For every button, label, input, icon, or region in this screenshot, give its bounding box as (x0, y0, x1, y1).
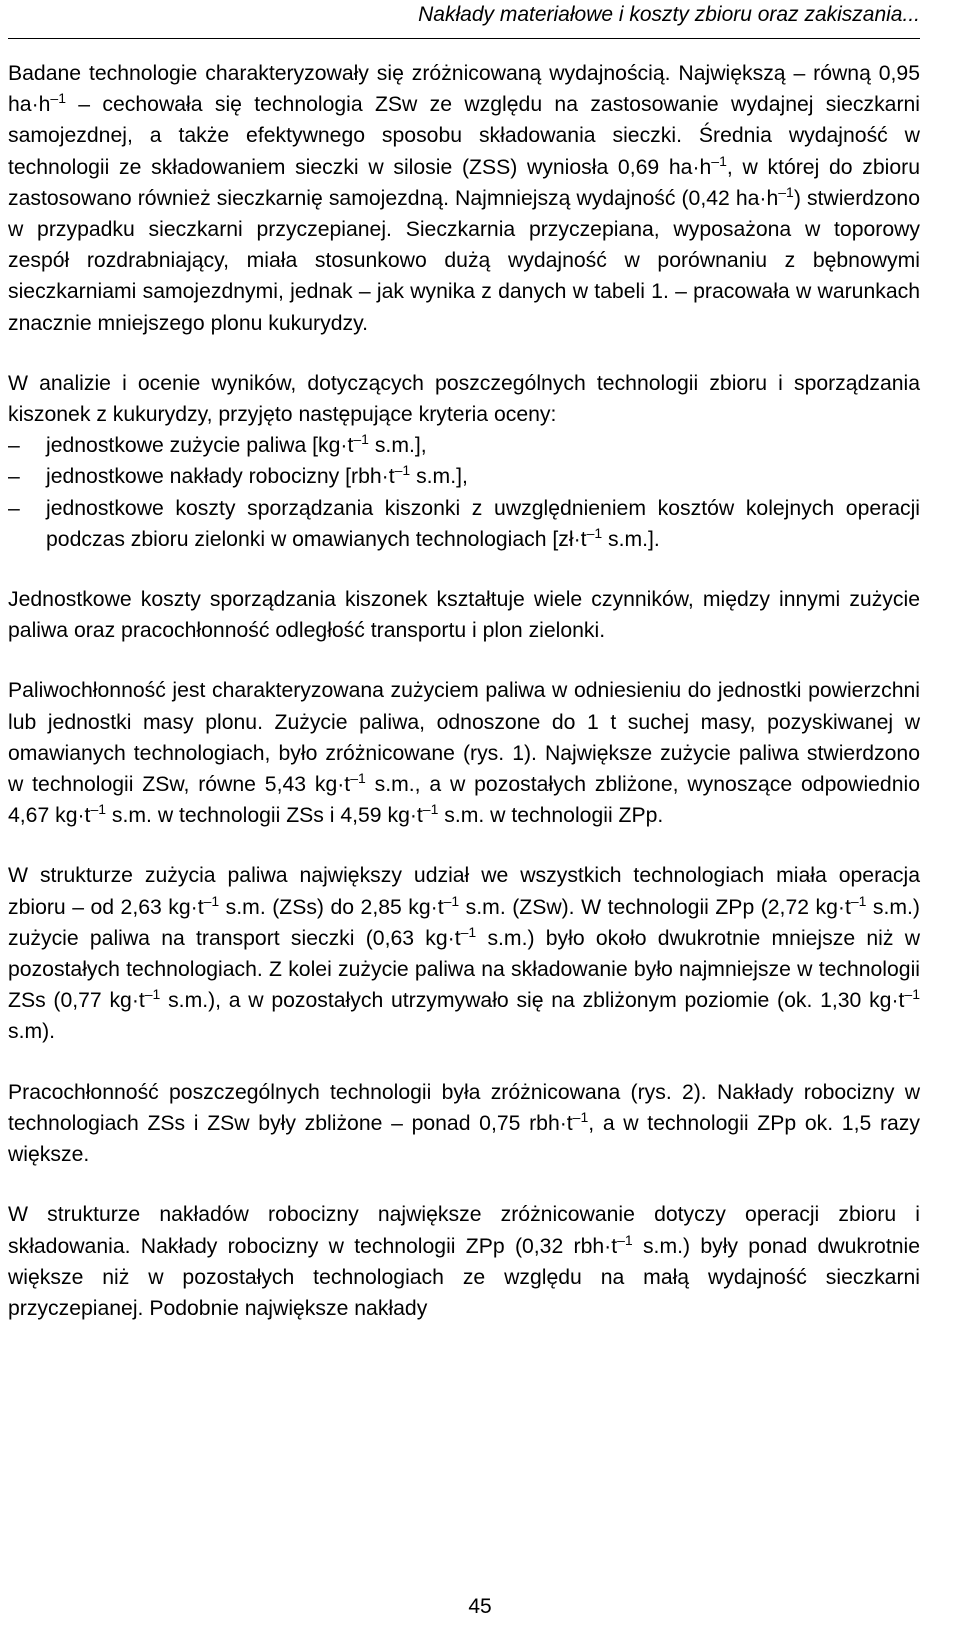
page-number: 45 (468, 1595, 492, 1618)
superscript-exponent: –1 (50, 90, 66, 107)
text-run: jednostkowe koszty sporządzania kiszonki z uwzględnieniem kosztów kolejnych operacji podczas zbioru zielonki w omawianych technologiach [zł·t (46, 496, 920, 551)
paragraph-fuel-structure (8, 860, 920, 1047)
text-run: s.m.]. (602, 527, 660, 551)
superscript-exponent: –1 (350, 770, 366, 787)
superscript-exponent: –1 (850, 892, 867, 909)
paragraph-labour-intensity (8, 1077, 920, 1171)
superscript-exponent: –1 (572, 1108, 589, 1125)
superscript-exponent: –1 (394, 462, 411, 479)
text-run: Jednostkowe koszty sporządzania kiszonek kształtuje wiele czynników, między innymi zużycie paliwa oraz pracochłonność odległość transportu i plon zielonki. (8, 588, 920, 643)
paragraph-unit-costs (8, 584, 920, 646)
text-run: s.m. w technologii ZSs i 4,59 kg·t (106, 804, 423, 828)
superscript-exponent: –1 (460, 923, 477, 940)
text-run: W strukturze zużycia paliwa największy udział we wszystkich technologiach miała operacja zbioru – od 2,63 kg·t (8, 864, 920, 919)
running-header (8, 0, 920, 39)
text-run: jednostkowe nakłady robocizny [rbh·t (46, 465, 395, 489)
text-run: W strukturze nakładów robocizny największe zróżnicowanie dotyczy operacji zbioru i składowania. Nakłady robocizny w technologii ZPp (0,32 rbh·t (8, 1203, 920, 1258)
paragraph-criteria-intro (8, 368, 920, 430)
list-item (8, 493, 920, 555)
criteria-list (8, 430, 920, 555)
article-body (8, 58, 920, 1353)
list-item (8, 461, 920, 492)
paragraph-productivity (8, 58, 920, 339)
superscript-exponent: –1 (617, 1231, 633, 1248)
text-run: Pracochłonność poszczególnych technologii była zróżnicowana (rys. 2). Nakłady robocizny w technologiach ZSs i ZSw były zbliżone – ponad 0,75 rbh·t (8, 1080, 920, 1135)
text-run: Badane technologie charakteryzowały się zróżnicowaną wydajnością. Największą – równą 0,95 ha·h (8, 62, 920, 117)
superscript-exponent: –1 (443, 892, 460, 909)
text-run: s.m.], (410, 465, 468, 489)
text-run: s.m., a w pozostałych zbliżone, wynoszące odpowiednio 4,67 kg·t (8, 773, 920, 828)
text-run: s.m.) zużycie paliwa na transport sieczki (0,63 kg·t (8, 895, 920, 950)
superscript-exponent: –1 (904, 986, 920, 1003)
text-run: , a w technologii ZPp ok. 1,5 razy większe. (8, 1111, 920, 1167)
paragraph-fuel-consumption (8, 675, 920, 831)
text-run: s.m. (ZSw). W technologii ZPp (2,72 kg·t (459, 895, 851, 919)
text-run: s.m. (ZSs) do 2,85 kg·t (219, 895, 444, 919)
text-run: – cechowała się technologia ZSw ze względu na zastosowanie wydajnej sieczkarni samojezdnej, a także efektywnego sposobu składowania sieczki. Średnia wydajność w technologii ze składowaniem sieczki w silosie (ZSS) wyniosła 0,69 ha·h (8, 93, 920, 179)
text-run: s.m.), a w pozostałych utrzymywało się na zbliżonym poziomie (ok. 1,30 kg·t (160, 989, 905, 1013)
running-title: Nakłady materiałowe i koszty zbioru oraz zakiszania... (418, 3, 920, 26)
superscript-exponent: –1 (711, 152, 727, 169)
text-run: jednostkowe zużycie paliwa [kg·t (46, 434, 354, 458)
text-run: s.m.], (368, 434, 427, 458)
superscript-exponent: –1 (353, 431, 369, 448)
superscript-exponent: –1 (144, 986, 161, 1003)
list-item (8, 430, 920, 461)
superscript-exponent: –1 (422, 801, 439, 818)
superscript-exponent: –1 (586, 524, 603, 541)
text-run: s.m). (8, 1020, 56, 1044)
superscript-exponent: –1 (90, 801, 107, 818)
text-run: s.m.) było około dwukrotnie mniejsze niż w pozostałych technologiach. Z kolei zużycie paliwa na składowanie było najmniejsze w technologii ZSs (0,77 kg·t (8, 926, 920, 1013)
text-run: ) stwierdzono w przypadku sieczkarni przyczepianej. Sieczkarnia przyczepiana, wyposażona w toporowy zespół rozdrabniający, miała stosunkowo dużą wydajność w porównaniu z bębnowymi sieczkarniami samojezdnymi, jednak – jak wynika z danych w tabeli 1. – pracowała w warunkach znacznie mniejszego plonu kukurydzy. (8, 186, 921, 335)
text-run: s.m.) były ponad dwukrotnie większe niż w pozostałych technologiach ze względu na małą wydajność sieczkarni przyczepianej. Podobnie największe nakłady (8, 1234, 920, 1320)
text-run: s.m. w technologii ZPp. (438, 804, 664, 828)
superscript-exponent: –1 (778, 183, 794, 200)
text-run: , w której do zbioru zastosowano również sieczkarnię samojezdną. Najmniejszą wydajność (0,42 ha·h (8, 155, 920, 210)
superscript-exponent: –1 (203, 892, 220, 909)
paragraph-labour-structure (8, 1199, 920, 1324)
text-run: Paliwochłonność jest charakteryzowana zużyciem paliwa w odniesieniu do jednostki powierzchni lub jednostki masy plonu. Zużycie paliwa, odnoszone do 1 t suchej masy, pozyskiwanej w omawianych technologiach, było zróżnicowane (rys. 1). Największe zużycie paliwa stwierdzono w technologii ZSw, równe 5,43 kg·t (8, 679, 920, 797)
text-run: W analizie i ocenie wyników, dotyczących poszczególnych technologii zbioru i sporządzania kiszonek z kukurydzy, przyjęto następujące kryteria oceny: (8, 371, 920, 427)
